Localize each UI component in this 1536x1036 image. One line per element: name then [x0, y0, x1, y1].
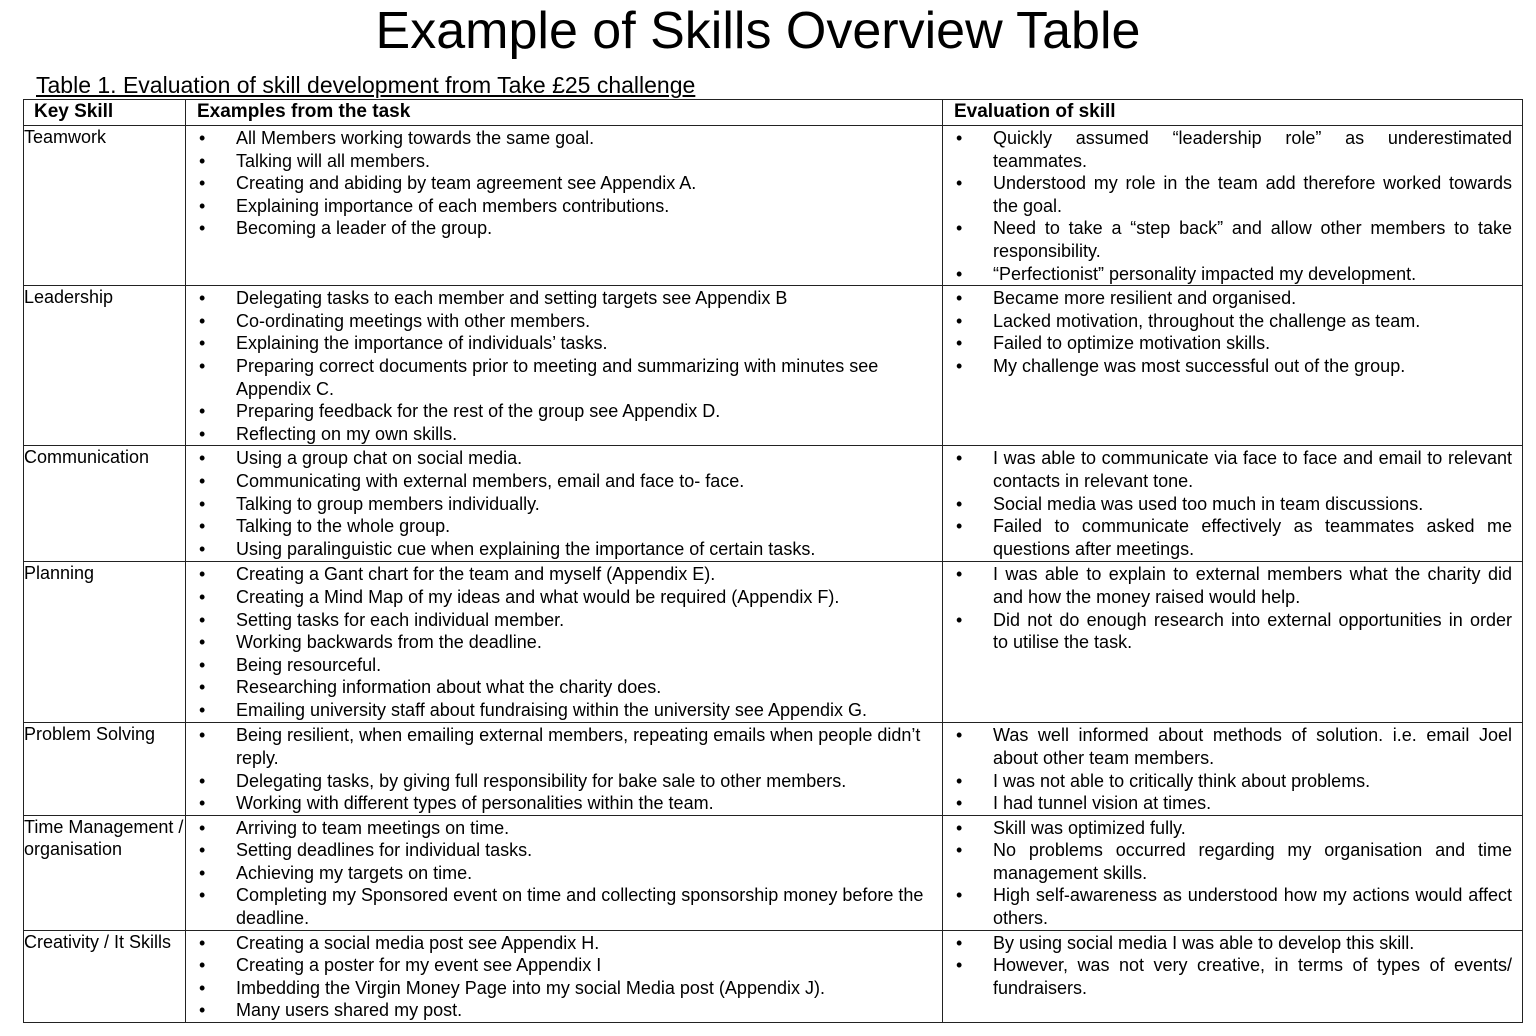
- page-title: Example of Skills Overview Table: [375, 2, 1141, 60]
- list-item: • Becoming a leader of the group.: [186, 217, 932, 240]
- list-item: • “Perfectionist” personality impacted my development.: [943, 263, 1512, 286]
- list-item: • Preparing feedback for the rest of the group see Appendix D.: [186, 400, 932, 423]
- list-item: • Explaining the importance of individuals’ tasks.: [186, 332, 932, 355]
- table-row: [24, 286, 1523, 446]
- key-skill-cell: Creativity / It Skills: [24, 930, 186, 1022]
- list-item: • Completing my Sponsored event on time and collecting sponsorship money before the deadline.: [186, 884, 932, 929]
- skills-overview-table: [23, 99, 1523, 1023]
- list-item: • All Members working towards the same goal.: [186, 127, 932, 150]
- list-item: • Arriving to team meetings on time.: [186, 817, 932, 840]
- evaluation-cell: [943, 562, 1523, 723]
- list-item: • Many users shared my post.: [186, 999, 932, 1022]
- list-item: • Being resourceful.: [186, 654, 932, 677]
- list-item: • Preparing correct documents prior to meeting and summarizing with minutes see Appendix C.: [186, 355, 932, 400]
- examples-cell: [186, 723, 943, 815]
- list-item: • My challenge was most successful out of the group.: [943, 355, 1512, 378]
- table-row: [24, 815, 1523, 930]
- list-item: • I had tunnel vision at times.: [943, 792, 1512, 815]
- list-item: • Was well informed about methods of solution. i.e. email Joel about other team members.: [943, 724, 1512, 769]
- list-item: • Failed to communicate effectively as teammates asked me questions after meetings.: [943, 515, 1512, 560]
- list-item: • Did not do enough research into external opportunities in order to utilise the task.: [943, 609, 1512, 654]
- list-item: • Talking to the whole group.: [186, 515, 932, 538]
- list-item: • Setting tasks for each individual member.: [186, 609, 932, 632]
- list-item: • Reflecting on my own skills.: [186, 423, 932, 446]
- list-item: • Using paralinguistic cue when explaining the importance of certain tasks.: [186, 538, 932, 561]
- examples-cell: [186, 815, 943, 930]
- list-item: • Became more resilient and organised.: [943, 287, 1512, 310]
- table-row: [24, 562, 1523, 723]
- table-header-row: [24, 100, 1523, 126]
- list-item: • Creating a social media post see Appendix H.: [186, 932, 932, 955]
- key-skill-cell: Communication: [24, 446, 186, 562]
- list-item: • Understood my role in the team add therefore worked towards the goal.: [943, 172, 1512, 217]
- list-item: • Skill was optimized fully.: [943, 817, 1512, 840]
- list-item: • Talking will all members.: [186, 150, 932, 173]
- table-row: [24, 126, 1523, 286]
- examples-cell: [186, 930, 943, 1022]
- list-item: • I was able to communicate via face to face and email to relevant contacts in relevant tone.: [943, 447, 1512, 492]
- header-examples: Examples from the task: [186, 100, 943, 126]
- list-item: • Using a group chat on social media.: [186, 447, 932, 470]
- examples-cell: [186, 286, 943, 446]
- list-item: • Achieving my targets on time.: [186, 862, 932, 885]
- list-item: • Creating a poster for my event see Appendix I: [186, 954, 932, 977]
- list-item: • However, was not very creative, in terms of types of events/ fundraisers.: [943, 954, 1512, 999]
- list-item: • By using social media I was able to develop this skill.: [943, 932, 1512, 955]
- examples-cell: [186, 446, 943, 562]
- evaluation-cell: [943, 286, 1523, 446]
- evaluation-cell: [943, 930, 1523, 1022]
- list-item: • Setting deadlines for individual tasks.: [186, 839, 932, 862]
- list-item: • Emailing university staff about fundraising within the university see Appendix G.: [186, 699, 932, 722]
- list-item: • High self-awareness as understood how my actions would affect others.: [943, 884, 1512, 929]
- list-item: • Social media was used too much in team discussions.: [943, 493, 1512, 516]
- list-item: • No problems occurred regarding my organisation and time management skills.: [943, 839, 1512, 884]
- list-item: • Delegating tasks to each member and setting targets see Appendix B: [186, 287, 932, 310]
- examples-cell: [186, 562, 943, 723]
- key-skill-cell: Problem Solving: [24, 723, 186, 815]
- list-item: • Quickly assumed “leadership role” as underestimated teammates.: [943, 127, 1512, 172]
- header-evaluation: Evaluation of skill: [943, 100, 1523, 126]
- table-row: [24, 723, 1523, 815]
- list-item: • Being resilient, when emailing external members, repeating emails when people didn’t reply.: [186, 724, 932, 769]
- evaluation-cell: [943, 126, 1523, 286]
- list-item: • Communicating with external members, email and face to- face.: [186, 470, 932, 493]
- evaluation-cell: [943, 446, 1523, 562]
- list-item: • I was not able to critically think about problems.: [943, 770, 1512, 793]
- key-skill-cell: Teamwork: [24, 126, 186, 286]
- table-row: [24, 930, 1523, 1022]
- evaluation-cell: [943, 815, 1523, 930]
- list-item: • Creating and abiding by team agreement see Appendix A.: [186, 172, 932, 195]
- evaluation-cell: [943, 723, 1523, 815]
- list-item: • I was able to explain to external members what the charity did and how the money raised would help.: [943, 563, 1512, 608]
- list-item: • Co-ordinating meetings with other members.: [186, 310, 932, 333]
- table-row: [24, 446, 1523, 562]
- key-skill-cell: Time Management / organisation: [24, 815, 186, 930]
- list-item: • Need to take a “step back” and allow other members to take responsibility.: [943, 217, 1512, 262]
- list-item: • Working backwards from the deadline.: [186, 631, 932, 654]
- examples-cell: [186, 126, 943, 286]
- list-item: • Delegating tasks, by giving full responsibility for bake sale to other members.: [186, 770, 932, 793]
- list-item: • Creating a Mind Map of my ideas and what would be required (Appendix F).: [186, 586, 932, 609]
- list-item: • Talking to group members individually.: [186, 493, 932, 516]
- list-item: • Explaining importance of each members contributions.: [186, 195, 932, 218]
- list-item: • Lacked motivation, throughout the challenge as team.: [943, 310, 1512, 333]
- key-skill-cell: Planning: [24, 562, 186, 723]
- list-item: • Creating a Gant chart for the team and myself (Appendix E).: [186, 563, 932, 586]
- key-skill-cell: Leadership: [24, 286, 186, 446]
- table-caption: Table 1. Evaluation of skill development from Take £25 challenge: [36, 72, 696, 98]
- list-item: • Working with different types of personalities within the team.: [186, 792, 932, 815]
- header-key-skill: Key Skill: [24, 100, 186, 126]
- list-item: • Imbedding the Virgin Money Page into my social Media post (Appendix J).: [186, 977, 932, 1000]
- list-item: • Failed to optimize motivation skills.: [943, 332, 1512, 355]
- list-item: • Researching information about what the charity does.: [186, 676, 932, 699]
